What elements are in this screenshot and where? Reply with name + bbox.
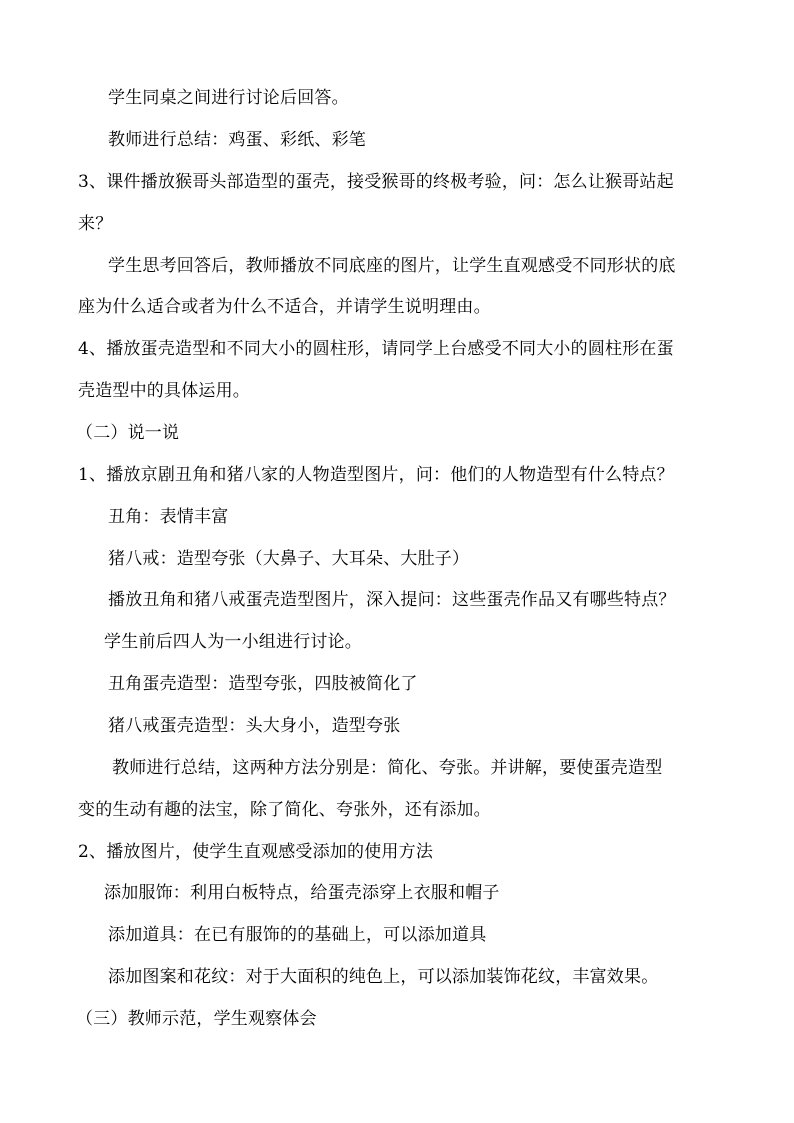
text-line: 学生前后四人为一小组进行讨论。: [104, 632, 362, 652]
text-line: 播放丑角和猪八戒蛋壳造型图片，深入提问：这些蛋壳作品又有哪些特点？: [108, 590, 676, 610]
section-heading: （三）教师示范，学生观察体会: [76, 1009, 317, 1029]
text-line: 座为什么适合或者为什么不适合，并请学生说明理由。: [78, 297, 491, 317]
text-line: 猪八戒：造型夸张（大鼻子、大耳朵、大肚子）: [108, 549, 470, 569]
text-line: 教师进行总结，这两种方法分别是：简化、夸张。并讲解，要使蛋壳造型: [112, 758, 663, 778]
text-line: 2、播放图片，使学生直观感受添加的使用方法: [78, 842, 434, 862]
text-line: 4、播放蛋壳造型和不同大小的圆柱形，请同学上台感受不同大小的圆柱形在蛋: [78, 339, 674, 359]
text-line: 丑角蛋壳造型：造型夸张，四肢被简化了: [108, 674, 418, 694]
text-line: 来？: [78, 214, 113, 234]
text-line: 添加图案和花纹：对于大面积的纯色上，可以添加装饰花纹，丰富效果。: [108, 967, 659, 987]
text-line: 丑角：表情丰富: [108, 507, 229, 527]
text-line: 添加服饰：利用白板特点，给蛋壳添穿上衣服和帽子: [104, 883, 500, 903]
text-line: 猪八戒蛋壳造型：头大身小，造型夸张: [108, 716, 401, 736]
text-line: 教师进行总结：鸡蛋、彩纸、彩笔: [108, 130, 366, 150]
text-line: 壳造型中的具体运用。: [78, 381, 250, 401]
text-line: 变的生动有趣的法宝，除了简化、夸张外，还有添加。: [78, 800, 491, 820]
text-line: 学生思考回答后，教师播放不同底座的图片，让学生直观感受不同形状的底: [108, 256, 676, 276]
text-line: 1、播放京剧丑角和猪八家的人物造型图片，问：他们的人物造型有什么特点？: [78, 465, 674, 485]
section-heading: （二）说一说: [76, 423, 180, 443]
text-line: 3、课件播放猴哥头部造型的蛋壳，接受猴哥的终极考验，问：怎么让猴哥站起: [78, 172, 674, 192]
text-line: 学生同桌之间进行讨论后回答。: [108, 88, 349, 108]
text-line: 添加道具：在已有服饰的的基础上，可以添加道具: [108, 925, 487, 945]
